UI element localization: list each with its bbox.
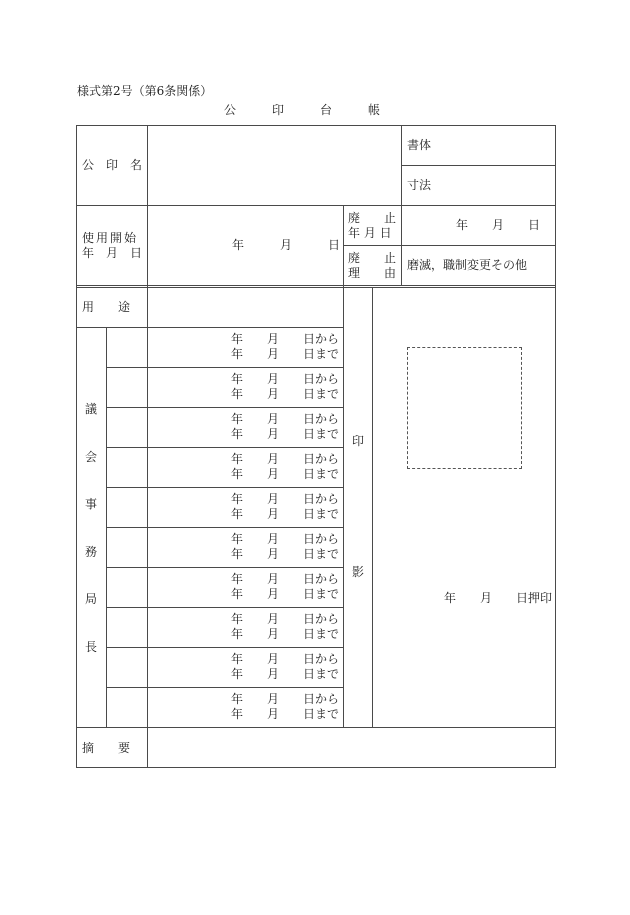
bureau-chief-char: 事 bbox=[85, 497, 98, 511]
row-divider bbox=[76, 327, 343, 328]
table-bottom-border bbox=[76, 767, 556, 768]
usage-row-divider bbox=[106, 687, 343, 688]
size-label: 寸法 bbox=[407, 178, 432, 192]
usage-row-divider bbox=[106, 447, 343, 448]
usage-row-to: 年 月 日まで bbox=[231, 427, 340, 441]
seal-impression-char: 印 bbox=[352, 434, 365, 448]
col-divider bbox=[372, 287, 373, 728]
col-divider bbox=[343, 205, 344, 728]
seal-name-label: 公 印 名 bbox=[82, 158, 143, 172]
usage-row-to: 年 月 日まで bbox=[231, 707, 340, 721]
table-top-border bbox=[76, 125, 556, 126]
usage-row-from: 年 月 日から bbox=[231, 692, 340, 706]
usage-row-from: 年 月 日から bbox=[231, 652, 340, 666]
usage-row-to: 年 月 日まで bbox=[231, 627, 340, 641]
usage-row-to: 年 月 日まで bbox=[231, 467, 340, 481]
font-label: 書体 bbox=[407, 138, 432, 152]
row-divider bbox=[76, 205, 556, 206]
usage-row-divider bbox=[106, 527, 343, 528]
usage-row-divider bbox=[106, 647, 343, 648]
usage-row-divider bbox=[106, 487, 343, 488]
usage-row-divider bbox=[106, 567, 343, 568]
row-divider-double bbox=[76, 287, 556, 288]
usage-row-divider bbox=[106, 607, 343, 608]
start-date-label-line2: 年 月 日 bbox=[82, 246, 143, 260]
row-divider bbox=[401, 165, 556, 166]
remarks-label: 摘 要 bbox=[82, 741, 131, 755]
usage-row-to: 年 月 日まで bbox=[231, 387, 340, 401]
row-divider bbox=[76, 285, 556, 286]
usage-row-from: 年 月 日から bbox=[231, 372, 340, 386]
abolish-date-label-line1: 廃 止 bbox=[348, 211, 397, 225]
abolish-reason-label-line2: 理 由 bbox=[348, 266, 397, 280]
start-date-value: 年 月 日 bbox=[232, 238, 341, 252]
abolish-date-label-line2: 年 月 日 bbox=[348, 226, 392, 240]
usage-row-to: 年 月 日まで bbox=[231, 507, 340, 521]
table-left-border bbox=[76, 125, 77, 768]
bureau-chief-char: 長 bbox=[85, 640, 98, 654]
abolish-reason-value: 磨滅，職制変更その他 bbox=[407, 258, 528, 272]
start-date-label-line1: 使用開始 bbox=[82, 231, 139, 245]
usage-row-to: 年 月 日まで bbox=[231, 547, 340, 561]
abolish-reason-label-line1: 廃 止 bbox=[348, 251, 397, 265]
usage-row-from: 年 月 日から bbox=[231, 612, 340, 626]
row-divider bbox=[343, 245, 556, 246]
purpose-label: 用 途 bbox=[82, 300, 131, 314]
abolish-date-value: 年 月 日 bbox=[456, 218, 541, 232]
usage-row-to: 年 月 日まで bbox=[231, 587, 340, 601]
usage-row-from: 年 月 日から bbox=[231, 532, 340, 546]
usage-row-divider bbox=[106, 367, 343, 368]
table-right-border bbox=[555, 125, 556, 768]
bureau-chief-char: 局 bbox=[85, 592, 98, 606]
usage-row-divider bbox=[106, 407, 343, 408]
usage-row-from: 年 月 日から bbox=[231, 492, 340, 506]
bureau-chief-char: 議 bbox=[85, 402, 98, 416]
bureau-chief-char: 務 bbox=[85, 545, 98, 559]
form-header: 様式第2号（第6条関係） bbox=[77, 84, 213, 98]
usage-row-to: 年 月 日まで bbox=[231, 667, 340, 681]
col-divider bbox=[401, 125, 402, 286]
usage-row-from: 年 月 日から bbox=[231, 572, 340, 586]
usage-row-from: 年 月 日から bbox=[231, 332, 340, 346]
stamp-date: 年 月 日押印 bbox=[444, 591, 553, 605]
usage-row-from: 年 月 日から bbox=[231, 452, 340, 466]
page-title: 公 印 台 帳 bbox=[224, 103, 381, 117]
row-divider bbox=[76, 727, 556, 728]
usage-row-to: 年 月 日まで bbox=[231, 347, 340, 361]
seal-impression-char: 影 bbox=[352, 565, 365, 579]
usage-row-from: 年 月 日から bbox=[231, 412, 340, 426]
bureau-chief-char: 会 bbox=[85, 450, 98, 464]
seal-stamp-area[interactable] bbox=[407, 347, 522, 469]
